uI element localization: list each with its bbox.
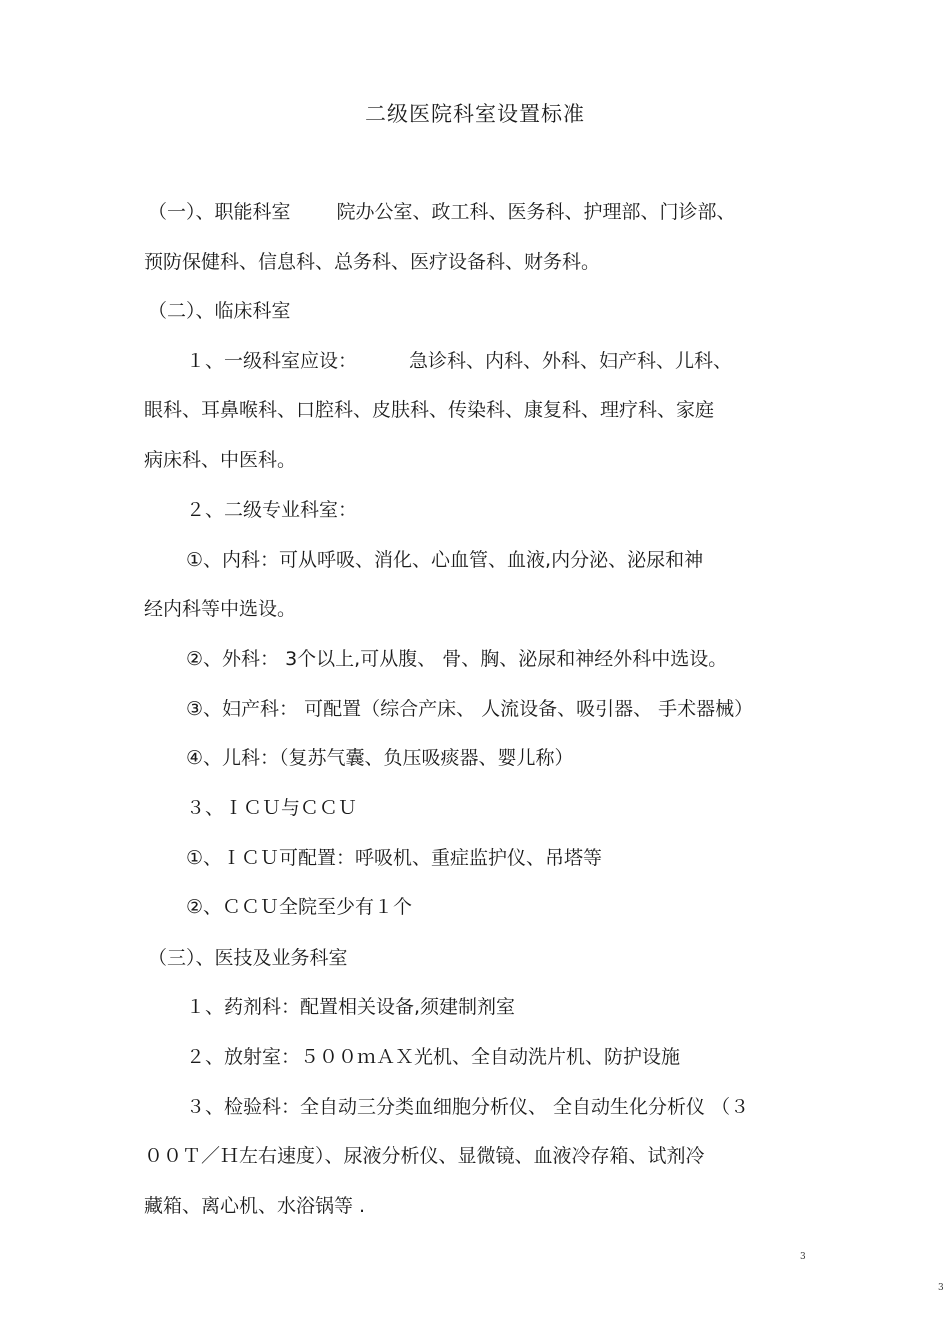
section-3-item-3-line-b: ００Ｔ／Ｈ左右速度）、尿液分析仪、显微镜、血液冷存箱、试剂冷 (144, 1145, 705, 1167)
section-2-icu-1: ①、ＩＣＵ可配置：呼吸机、重症监护仪、吊塔等 (186, 847, 603, 869)
section-2-item-2-label: ２、二级专业科室： (186, 499, 358, 521)
section-1-line-1 (148, 200, 736, 224)
document-title: 二级医院科室设置标准 (365, 102, 585, 126)
section-2-item-1-label: １、一级科室应设： (186, 350, 358, 372)
page-number-corner: 3 (938, 1283, 944, 1293)
section-2-sub-2: ②、外科： 3个以上,可从腹、 骨、胸、泌尿和神经外科中选设。 (186, 648, 728, 670)
section-2-item-1-text-a: 急诊科、内科、外科、妇产科、儿科、 (409, 350, 733, 372)
page-number-mark: 3 (800, 1252, 806, 1262)
section-3-item-3-line-a: ３、检验科：全自动三分类血细胞分析仪、 全自动生化分析仪 （３ (186, 1096, 750, 1118)
section-2-sub-4: ④、儿科：（复苏气囊、负压吸痰器、婴儿称） (186, 747, 574, 769)
section-3-item-1: １、药剂科：配置相关设备,须建制剂室 (186, 996, 516, 1018)
section-2-heading: （二）、临床科室 (148, 300, 291, 322)
section-2-item-3-label: ３、ＩＣＵ与ＣＣＵ (186, 797, 358, 819)
section-3-heading: （三）、医技及业务科室 (148, 947, 348, 969)
section-2-sub-1-line-b: 经内科等中选设。 (144, 598, 297, 620)
section-2-item-1-text-b: 眼科、耳鼻喉科、口腔科、皮肤科、传染科、康复科、理疗科、家庭 (144, 399, 715, 421)
section-2-sub-3: ③、妇产科： 可配置（综合产床、 人流设备、吸引器、 手术器械） (186, 698, 754, 720)
section-3-item-3-line-c: 藏箱、离心机、水浴锅等 . (144, 1195, 366, 1217)
section-1-text-b: 预防保健科、信息科、总务科、医疗设备科、财务科。 (144, 251, 601, 273)
section-2-sub-1-line-a: ①、内科：可从呼吸、消化、心血管、血液,内分泌、泌尿和神 (186, 549, 704, 571)
section-1-heading: （一）、职能科室 (148, 201, 291, 223)
section-2-icu-2: ②、ＣＣＵ全院至少有１个 (186, 896, 413, 918)
section-3-item-2: ２、放射室：５００ｍＡＸ光机、全自动洗片机、防护设施 (186, 1046, 681, 1068)
section-2-item-1-line-1 (186, 349, 732, 373)
section-2-item-1-text-c: 病床科、中医科。 (144, 449, 297, 471)
section-1-text-a: 院办公室、政工科、医务科、护理部、门诊部、 (336, 201, 736, 223)
